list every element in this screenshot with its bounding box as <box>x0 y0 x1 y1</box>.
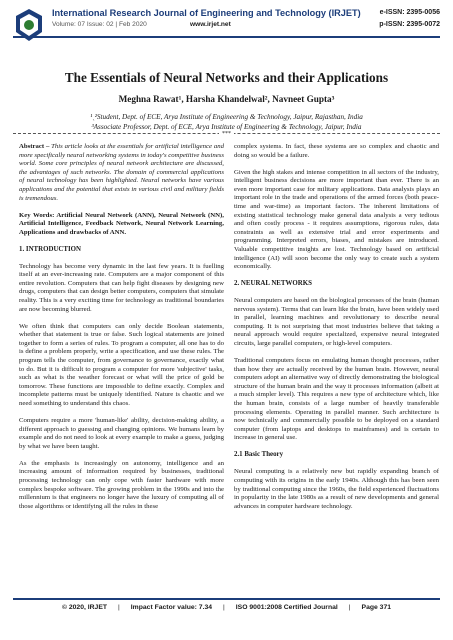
intro-paragraph-3: Computers require a more 'human-like' ability, decision-making ability, a different approach to guessing and changing opinions. We humans learn by example and do not need to look at every example to make a guess, judging by what we have been taught. <box>19 416 224 450</box>
journal-meta <box>52 21 231 28</box>
intro-paragraph-2: We often think that computers can only decide Boolean statements, whether that statement is true or false. Such logical statements are joined together to form a series of rules. To program a computer, all one has to do is define a problem properly, write a specification, and use these rules. The program tells the computer, from governance to governance, exactly what to do. But it is difficult to program a computer for more 'subjective' tasks, such as what is the weather forecast or what will the price of gold be tomorrow. These functions are impossible to define exactly. Complex and incomplete patterns must be uniquely identified. Nature is chaotic and we need something to understand this chaos. <box>19 322 224 407</box>
intro-paragraph-4: As the emphasis is increasingly on autonomy, intelligence and an increasing amount of information required by businesses, traditional processing technology can only cope with faster hardware with more complex bespoke software. The growing problem in the 1990s and into the millennium is that engineers no longer have the luxury of computing all of those algorithms or identifying all the rules in these <box>19 459 224 510</box>
pissn: p-ISSN: 2395-0072 <box>379 21 440 28</box>
footer-divider <box>13 598 440 600</box>
authors: Meghna Rawat¹, Harsha Khandelwal², Navneet Gupta³ <box>118 94 335 104</box>
footer-iso: ISO 9001:2008 Certified Journal <box>235 604 338 611</box>
left-column <box>19 143 224 520</box>
footer-separator: | <box>348 604 351 611</box>
footer-copyright: © 2020, IRJET <box>61 604 108 611</box>
abstract-text: This article looks at the essentials for artificial intelligence and more specifically neural networking systems in today's competitive business world. Some core principles of neural network architecture are discussed, the advantages of such networks. The domain of commercial applications of neural technology has been highlighted. Neural networks have various applications and the potential that exists in various civil and military fields is tremendous. <box>19 143 224 202</box>
divider-stars: *** <box>0 131 453 137</box>
journal-title: International Research Journal of Engineering and Technology (IRJET) <box>52 8 361 18</box>
keywords-text: Artificial Neural Network (ANN), Neural Network (NN), Artificial Intelligence, Feedback Network, Neural Network Learning, Applications and drawbacks of ANN. <box>19 211 224 236</box>
intro-paragraph-1: Technology has become very dynamic in the last few years. It is fuelling itself at an ever-increasing rate. Computers are a major component of this entire revolution. Computers that can help fight diseases by designing new drugs, computers that can design better computers, computers that simulate reality. This is a very exciting time for technology as traditional boundaries are now becoming blurred. <box>19 262 224 313</box>
neural-networks-heading: 2. NEURAL NETWORKS <box>234 280 312 288</box>
footer-separator: | <box>118 604 120 611</box>
body-paragraph-1: complex systems. In fact, these systems are so complex and chaotic and doing so would be a failure. <box>234 143 439 159</box>
basic-theory-heading: 2.1 Basic Theory <box>234 451 284 459</box>
right-column <box>234 143 439 520</box>
body-paragraph-5: Neural computing is a relatively new but rapidly expanding branch of computing with its origins in the early 1940s. Although this has been seen by traditional computing since the 1960s, the field experienced fluctuations in popularity in the late 1980s as a result of new developments and general advances in computer hardware technology. <box>234 468 439 510</box>
affiliation-professor: ³Associate Professor, Dept. of ECE, Arya Institute of Engineering & Technology, Jaipur, India <box>91 123 362 131</box>
footer-impact-factor: Impact Factor value: 7.34 <box>130 604 213 611</box>
page-footer <box>0 604 453 611</box>
body-paragraph-3: Neural computers are based on the biological processes of the brain (human nervous system). Terms that can learn like the brain, have been widely used in parallel, learning machines and revolutionary to describe neural computing. It is not surprising that most industries believe that taking a neural approach would require specialized, expensive neural integrated circuits, large parallel computers, or high-level computers. <box>234 297 439 348</box>
body-paragraph-2: Given the high stakes and intense competition in all sectors of the industry, intelligent business decisions are more important than ever. There is an even more important case for military applications. Data analysis plays an important role in the trade and operations of the armed forces (both peace-time and war-time) as important factors. The inherent limitations of existing statistical technology make general data analysis a very tedious and often costly process - it requires assumptions, rigorous rules, data constraints as well as extensive trial and error experiments and programming. Interpreted errors, biases, and mistakes are introduced. Valuable competitive insights are lost. Technology based on artificial intelligence (AI) will soon become the only way to create such a system economically. <box>234 168 439 271</box>
abstract <box>19 143 224 203</box>
introduction-heading: 1. INTRODUCTION <box>19 245 82 253</box>
journal-header <box>0 0 453 60</box>
keywords-label: Key Words: <box>19 211 55 219</box>
keywords <box>19 212 224 238</box>
footer-page-number: Page 371 <box>361 604 392 611</box>
header-divider <box>13 36 440 38</box>
affiliation-students: ¹ˎ²Student, Dept. of ECE, Arya Institute of Engineering & Technology, Jaipur, Rajasthan, India <box>90 113 363 121</box>
journal-website-link[interactable]: www.irjet.net <box>190 21 231 28</box>
body-paragraph-4: Traditional computers focus on emulating human thought processes, rather than how they are actually received by the human brain. However, neural computers adopt an alternative way of directly demonstrating the biological structure of the human brain and the way it processes information (albeit at a much simpler level). This requires a new type of architecture which, like the human brain, consists of a large number of heavily transferable processing elements. Operating in parallel manner. Such architecture is now technically and commercially possible to be deployed on a standard computer (from laptops and desktops to mainframes) and is certain to increase in general use. <box>234 357 439 442</box>
footer-separator: | <box>223 604 225 611</box>
abstract-label: Abstract – <box>19 143 50 150</box>
eissn: e-ISSN: 2395-0056 <box>379 9 440 16</box>
paper-title: The Essentials of Neural Networks and their Applications <box>64 70 389 85</box>
volume-issue: Volume: 07 Issue: 02 | Feb 2020 <box>52 21 147 28</box>
